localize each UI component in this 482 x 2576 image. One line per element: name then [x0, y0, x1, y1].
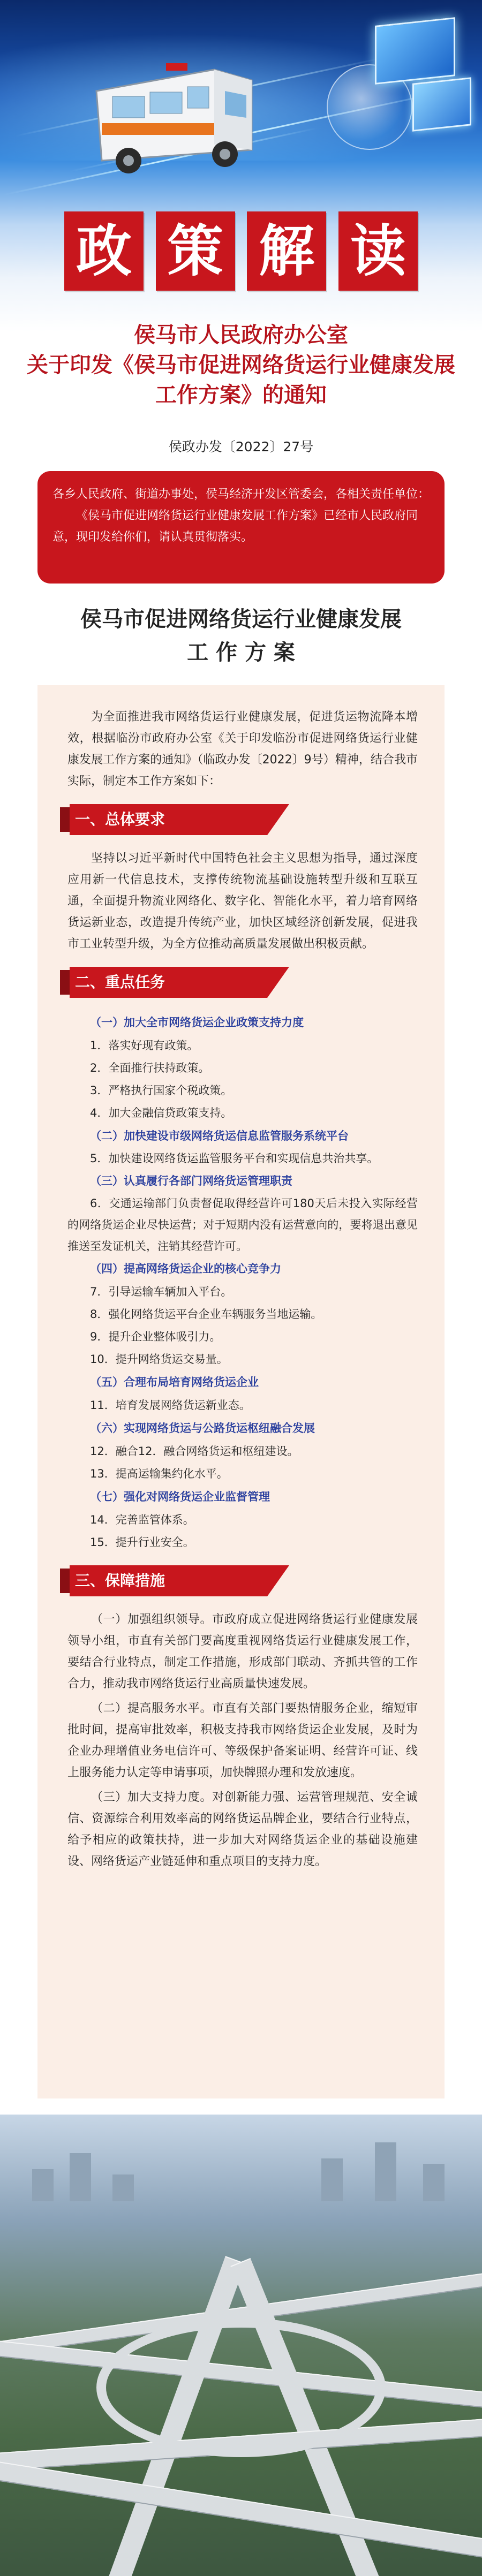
task-item: 6．交通运输部门负责督促取得经营许可180天后未投入实际经营的网络货运企业尽快运营；对于短期内没有运营意向的，要将退出意见推送至发证机关，注销其经营许可。 — [67, 1197, 418, 1253]
subsection-heading: （二）加快建设市级网络货运信息监管服务系统平台 — [90, 1129, 349, 1142]
section-marker — [60, 807, 71, 832]
plan-title-line: 侯马市促进网络货运行业健康发展 — [80, 607, 402, 632]
policy-interpretation-title — [64, 211, 418, 292]
highway-interchange-photo — [0, 2115, 482, 2576]
notice-title-line: 侯马市人民政府办公室 — [134, 322, 348, 347]
screen-graphic — [412, 77, 471, 132]
recipient-notice-box — [37, 471, 445, 584]
subsection-heading: （五）合理布局培育网络货运企业 — [90, 1375, 259, 1389]
building-graphic — [112, 2175, 134, 2201]
subsection-heading: （四）提高网络货运企业的核心竞争力 — [90, 1262, 281, 1275]
task-item: 4．加大金融信贷政策支持。 — [90, 1107, 232, 1119]
section-heading — [37, 804, 289, 835]
plan-title — [21, 603, 461, 669]
task-item: 2．全面推行扶持政策。 — [90, 1062, 210, 1074]
title-char: 读 — [338, 211, 418, 291]
truck-icon — [91, 59, 268, 182]
plan-content-panel — [37, 685, 445, 2098]
section-paragraph: （二）提高服务水平。市直有关部门要热情服务企业，缩短审批时间，提高审批效率，积极支持我市网络货运企业发展，及时为企业办理增值业务电信许可、等级保护备案证明、经营许可证、线上服务能力认定等申请事项，加快牌照办理和发放速度。 — [67, 1702, 418, 1779]
section-marker — [60, 1569, 71, 1593]
title-char: 解 — [247, 211, 326, 291]
section-heading — [37, 1565, 289, 1596]
building-graphic — [32, 2169, 54, 2201]
section-heading-label: 三、保障措施 — [75, 1572, 165, 1589]
task-item: 13．提高运输集约化水平。 — [90, 1467, 228, 1480]
section-marker — [60, 970, 71, 995]
subsection-heading: （一）加大全市网络货运企业政策支持力度 — [90, 1016, 304, 1029]
building-graphic — [375, 2142, 396, 2201]
building-graphic — [321, 2158, 343, 2201]
task-item: 3．严格执行国家个税政策。 — [90, 1084, 232, 1097]
task-item: 8．强化网络货运平台企业车辆服务当地运输。 — [90, 1308, 322, 1321]
title-char: 政 — [64, 211, 144, 291]
intro-paragraph: 为全面推进我市网络货运行业健康发展，促进货运物流降本增效，根据临汾市政府办公室《关于印发临汾市促进网络货运行业健康发展工作方案的通知》（临政办发〔2022〕9号）精神，结合我市实际，制定本工作方案如下： — [67, 710, 418, 788]
notice-title — [21, 320, 461, 410]
subsection-heading: （六）实现网络货运与公路货运枢纽融合发展 — [90, 1421, 315, 1435]
section-heading — [37, 967, 289, 998]
plan-title-line: 工 作 方 案 — [187, 640, 295, 665]
notice-title-line: 工作方案》的通知 — [155, 382, 327, 407]
section-paragraph: 坚持以习近平新时代中国特色社会主义思想为指导，通过深度应用新一代信息技术，支撑传统物流基础设施转型升级和互联互通，全面提升物流业网络化、数字化、智能化水平，着力培育网络货运新业态，改造提升传统产业，加快区域经济创新发展，促进我市工业转型升级，为全方位推动高质量发展做出积极贡献。 — [67, 852, 418, 951]
section-paragraph: （三）加大支持力度。对创新能力强、运营管理规范、安全诚信、资源综合利用效率高的网络货运品牌企业，要结合行业特点，给予相应的政策扶持，进一步加大对网络货运企业的基础设施建设、网络货运产业链延伸和重点项目的支持力度。 — [67, 1791, 418, 1868]
recipients-text: 各乡人民政府、街道办事处，侯马经济开发区管委会，各相关责任单位： — [52, 488, 430, 501]
document-number: 侯政办发〔2022〕27号 — [168, 439, 314, 454]
task-item: 7．引导运输车辆加入平台。 — [90, 1285, 232, 1298]
section-heading-label: 一、总体要求 — [75, 810, 165, 828]
task-item: 9．提升企业整体吸引力。 — [90, 1330, 221, 1343]
notice-body-text: 《侯马市促进网络货运行业健康发展工作方案》已经市人民政府同意，现印发给你们，请认真贯彻落实。 — [52, 509, 418, 544]
section-heading-label: 二、重点任务 — [75, 973, 165, 991]
task-item: 11．培育发展网络货运新业态。 — [90, 1399, 251, 1412]
hero-banner — [0, 0, 482, 209]
section-paragraph: （一）加强组织领导。市政府成立促进网络货运行业健康发展领导小组，市直有关部门要高度重视网络货运行业健康发展工作，要结合行业特点，制定工作措施，形成部门联动、齐抓共管的工作合力，推动我市网络货运行业高质量快速发展。 — [67, 1613, 418, 1691]
task-item: 15．提升行业安全。 — [90, 1536, 194, 1549]
task-item: 5．加快建设网络货运监管服务平台和实现信息共治共享。 — [90, 1152, 379, 1165]
subsection-heading: （三）认真履行各部门网络货运管理职责 — [90, 1174, 292, 1187]
task-item: 14．完善监管体系。 — [90, 1513, 194, 1526]
subsection-heading: （七）强化对网络货运企业监督管理 — [90, 1490, 270, 1503]
building-graphic — [423, 2164, 445, 2201]
road-graphic — [0, 2454, 482, 2565]
building-graphic — [70, 2153, 91, 2201]
notice-title-line: 关于印发《侯马市促进网络货运行业健康发展 — [27, 352, 455, 377]
screen-graphic — [375, 17, 455, 85]
task-item: 12．融合12．融合网络货运和枢纽建设。 — [90, 1445, 299, 1458]
task-item: 10．提升网络货运交易量。 — [90, 1353, 228, 1366]
road-loop-graphic — [96, 2318, 386, 2457]
task-item: 1．落实好现有政策。 — [90, 1039, 199, 1052]
title-char: 策 — [156, 211, 235, 291]
